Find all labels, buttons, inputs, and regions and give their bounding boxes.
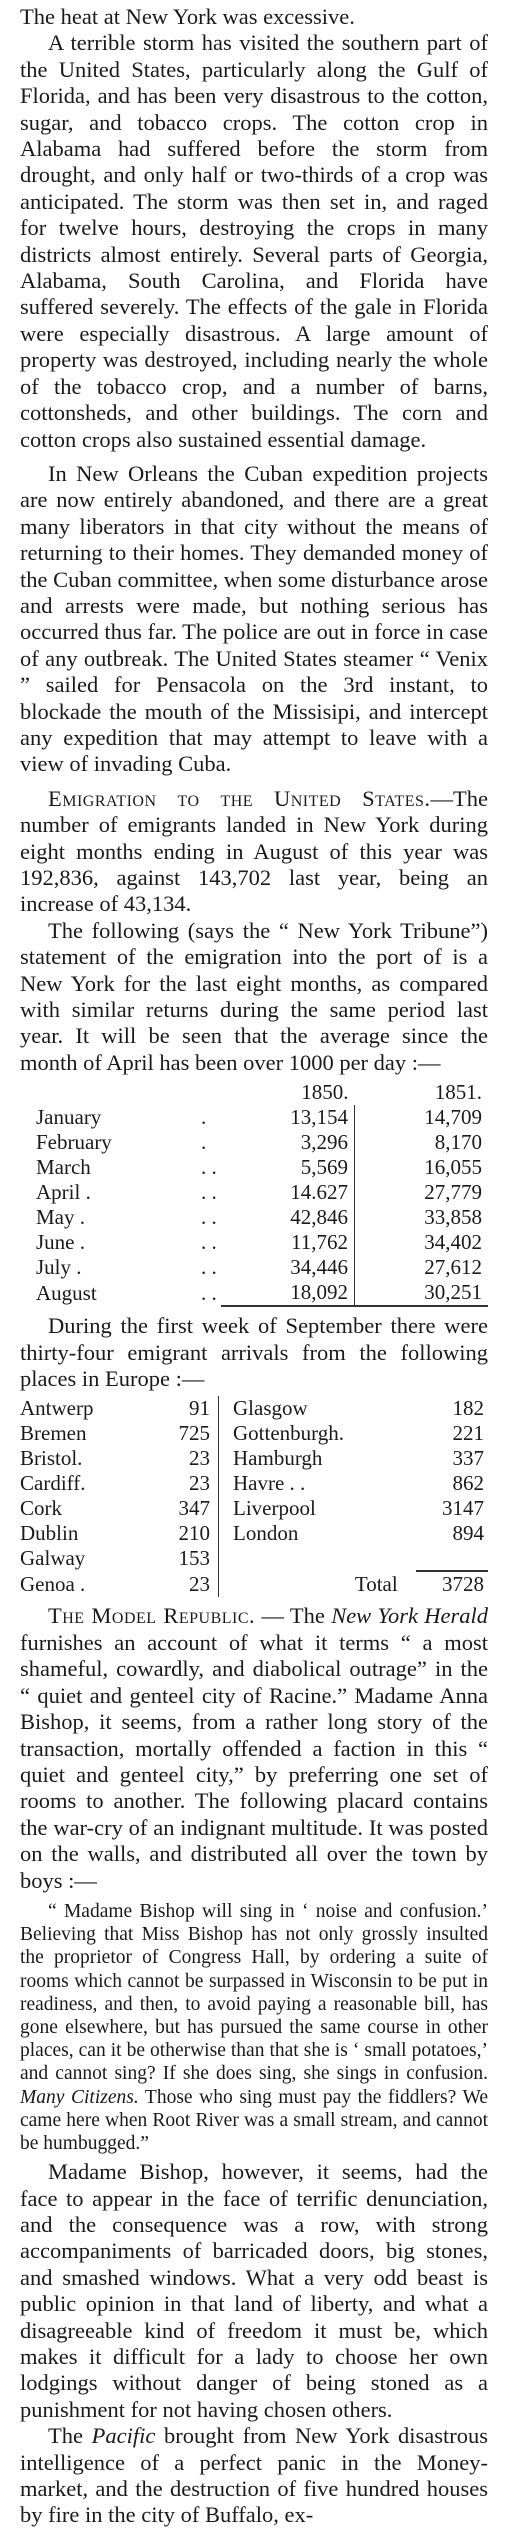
total-value: 3728 <box>416 1571 488 1597</box>
value-1850: 42,846 <box>290 1205 348 1230</box>
value-1850: 34,446 <box>290 1255 348 1280</box>
port-count: 153 <box>140 1546 219 1571</box>
value-1851: 16,055 <box>355 1155 489 1180</box>
value-1851: 27,612 <box>355 1255 489 1280</box>
paragraph-model-republic: The Model Republic. — The New York Herald furnishes an account of what it terms “ a most shameful, cowardly, and diabolical outrage” in the “ quiet and genteel city of Racine.” Madame Anna Bishop, it seems, from a rather long story of the transaction, mortally offended a faction in this “ quiet and genteel city,” by preferring one set of rooms to another. The following placard contains the war-cry of an indignant multitude. It was posted on the walls, and distributed all over the town by boys :— <box>20 1603 488 1893</box>
month-label: February <box>36 1130 112 1155</box>
paragraph-tribune: The following (says the “ New York Tribune”) statement of the emigration into the port of is a New York for the last eight months, as compared with similar returns during the same period last year. It will be seen that the average since the month of April has been over 1000 per day :— <box>20 917 488 1075</box>
port-count: 862 <box>452 1471 484 1496</box>
column-header-1850: 1850. <box>301 1080 349 1105</box>
table-row <box>20 1571 488 1597</box>
paragraph-new-orleans: In New Orleans the Cuban expedition projects are now entirely abandoned, and there are a great many liberators in that city without the means of returning to their homes. They demanded money of the Cuban committee, when some disturbance arose and arrests were made, but nothing serious has occurred thus far. The police are out in force in case of any outbreak. The United States steamer “ Venix ” sailed for Pensacola on the 3rd instant, to blockade the mouth of the Missisipi, and intercept any expedition that may attempt to leave with a view of invading Cuba. <box>20 460 488 777</box>
port-name: Dublin <box>20 1521 79 1546</box>
port-name: Liverpool <box>233 1496 316 1521</box>
paragraph-first-week: During the first week of September there were thirty-four emigrant arrivals from the following places in Europe :— <box>20 1313 488 1392</box>
port-name: Havre . . <box>233 1471 306 1496</box>
table-row <box>20 1205 488 1230</box>
port-name: Hamburgh <box>233 1446 323 1471</box>
port-count: 894 <box>452 1521 484 1546</box>
table-row <box>20 1421 488 1446</box>
port-name: Gottenburgh. <box>233 1421 345 1446</box>
port-name: Antwerp <box>20 1396 94 1421</box>
emigration-text: —The number of emigrants landed in New York during eight months ending in August of this year was 192,836, against 143,702 last year, being an increase of 43,134. <box>20 785 488 917</box>
value-1850: 13,154 <box>290 1105 348 1130</box>
monthly-table-body <box>20 1105 488 1306</box>
month-label: March <box>36 1155 91 1180</box>
leader-dots: . . <box>201 1280 217 1305</box>
port-name: London <box>233 1521 299 1546</box>
table-row <box>20 1155 488 1180</box>
herald-title: New York Herald <box>331 1603 488 1629</box>
ship-name: Pacific <box>91 2423 156 2449</box>
paragraph-emigration <box>20 786 488 918</box>
paragraph-heat: The heat at New York was excessive. <box>20 4 355 29</box>
port-count: 23 <box>140 1571 219 1597</box>
port-name: Bristol. <box>20 1446 83 1471</box>
value-1850: 11,762 <box>291 1230 348 1255</box>
total-label: Total <box>354 1571 398 1596</box>
month-label: January <box>36 1105 102 1130</box>
table-row <box>20 1546 488 1571</box>
table-row <box>20 1396 488 1421</box>
port-name: Glasgow <box>233 1396 308 1421</box>
value-1850: 5,569 <box>300 1155 348 1180</box>
leader-dots: . . <box>201 1230 217 1255</box>
table-row <box>20 1471 488 1496</box>
port-count: 23 <box>140 1446 219 1471</box>
month-label: April . <box>36 1180 91 1205</box>
month-label: July . <box>36 1255 82 1280</box>
paragraph-pacific: The Pacific brought from New York disastrous intelligence of a perfect panic in the Money-market, and the destruction of five hundred houses by fire in the city of Buffalo, ex- <box>20 2423 488 2528</box>
model-republic-heading: The Model Republic. <box>48 1603 256 1629</box>
leader-dots: . . <box>201 1255 217 1280</box>
value-1851: 8,170 <box>355 1130 489 1155</box>
table-row <box>20 1446 488 1471</box>
month-label: June . <box>36 1230 85 1255</box>
table-row <box>20 1255 488 1280</box>
month-label: May . <box>36 1205 85 1230</box>
table-row <box>20 1130 488 1155</box>
port-count: 347 <box>140 1496 219 1521</box>
port-name: Bremen <box>20 1421 87 1446</box>
table-row <box>20 1496 488 1521</box>
value-1850: 18,092 <box>221 1280 355 1306</box>
port-count: 210 <box>140 1521 219 1546</box>
monthly-emigration-table <box>20 1080 488 1307</box>
port-name: Genoa . <box>20 1571 86 1596</box>
port-count: 182 <box>452 1396 484 1421</box>
port-count: 725 <box>140 1421 219 1446</box>
value-1851: 34,402 <box>355 1230 489 1255</box>
port-arrivals-table <box>20 1396 488 1597</box>
monthly-table-header <box>20 1080 488 1105</box>
leader-dots: . . <box>201 1180 217 1205</box>
emigration-heading: Emigration to the United States. <box>48 785 431 811</box>
port-count: 23 <box>140 1471 219 1496</box>
value-1851: 30,251 <box>355 1280 489 1306</box>
port-name: Cardiff. <box>20 1471 86 1496</box>
leader-dots: . <box>201 1105 207 1130</box>
paragraph-storm: A terrible storm has visited the southern part of the United States, particularly along the Gulf of Florida, and has been very disastrous to the cotton, sugar, and tobacco crops. The cotton crop in Alabama had suffered before the storm from drought, and only half or two-thirds of a crop was anticipated. The storm was then set in, and raged for twelve hours, destroying the crops in many districts almost entirely. Several parts of Georgia, Alabama, South Carolina, and Florida have suffered severely. The effects of the gale in Florida were especially disastrous. A large amount of property was destroyed, including nearly the whole of the tobacco crop, and a number of barns, cottonsheds, and other buildings. The corn and cotton crops also sustained essential damage. <box>20 30 488 452</box>
port-name: Cork <box>20 1496 62 1521</box>
port-table-body <box>20 1396 488 1597</box>
value-1850: 3,296 <box>300 1130 348 1155</box>
table-row <box>20 1280 488 1306</box>
table-row <box>20 1180 488 1205</box>
month-label: August <box>36 1280 97 1305</box>
table-row <box>20 1521 488 1546</box>
leader-dots: . <box>201 1130 207 1155</box>
placard-signature: Many Citizens. <box>20 2086 139 2108</box>
port-name: Galway <box>20 1546 86 1571</box>
port-count: 91 <box>140 1396 219 1421</box>
value-1851: 14,709 <box>355 1105 489 1130</box>
value-1851: 27,779 <box>355 1180 489 1205</box>
value-1850: 14.627 <box>290 1180 348 1205</box>
placard-quote: “ Madame Bishop will sing in ‘ noise and confusion.’ Believing that Miss Bishop has not only grossly insulted the proprietor of Congress Hall, by ordering a suite of rooms which cannot be surpassed in Wisconsin to be put in readiness, and then, to avoid paying a reasonable bill, has gone elsewhere, but has pursued the same course in other places, can it be otherwise than that she is ‘ small potatoes,’ and cannot sing? If she does sing, she sings in confusion. Many Citizens. Those who sing must pay the fiddlers? We came here when Root River was a small stream, and cannot be humbugged.” <box>20 1900 488 2154</box>
model-republic-text: furnishes an account of what it terms “ a most shameful, cowardly, and diabolical outrage” in the “ quiet and genteel city of Racine.” Madame Anna Bishop, it seems, from a rather long story of the transaction, mortally offended a faction in this “ quiet and genteel city,” by preferring one set of rooms to another. The following placard contains the war-cry of an indignant multitude. It was posted on the walls, and distributed all over the town by boys :— <box>20 1629 488 1893</box>
leader-dots: . . <box>201 1205 217 1230</box>
paragraph-bishop: Madame Bishop, however, it seems, had the face to appear in the face of terrific denunciation, and the consequence was a row, with strong accompaniments of barricaded doors, big stones, and smashed windows. What a very odd beast is public opinion in that land of liberty, and what a disagreeable kind of freedom it must be, which makes it difficult for a lady to choose her own lodgings without danger of being stoned as a punishment for not having chosen others. <box>20 2159 488 2422</box>
port-count: 221 <box>452 1421 484 1446</box>
table-row <box>20 1230 488 1255</box>
value-1851: 33,858 <box>355 1205 489 1230</box>
table-row <box>20 1105 488 1130</box>
port-count: 337 <box>452 1446 484 1471</box>
column-header-1851: 1851. <box>434 1080 482 1105</box>
leader-dots: . . <box>201 1155 217 1180</box>
port-count: 3147 <box>442 1496 484 1521</box>
